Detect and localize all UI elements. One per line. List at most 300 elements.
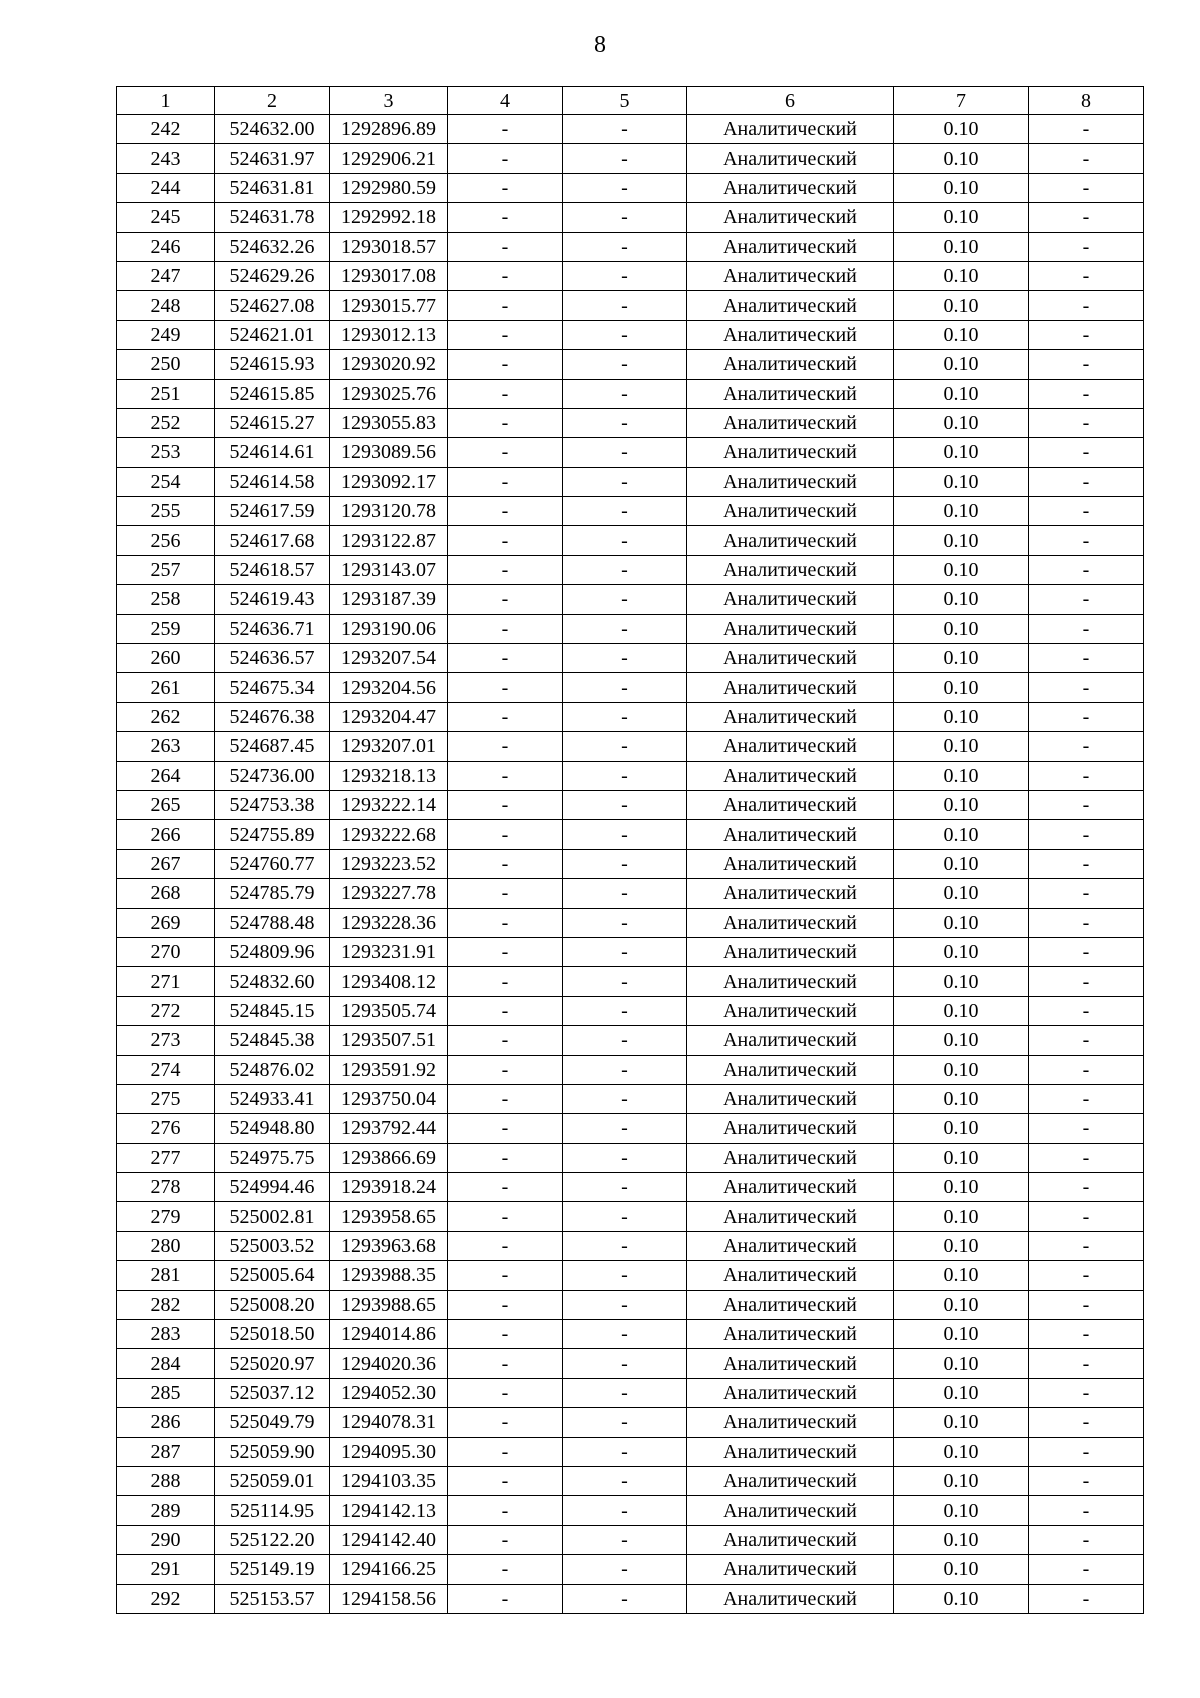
column-header-4: 4 (448, 87, 563, 115)
col8-cell: - (1029, 820, 1144, 849)
y-coordinate-cell: 1293958.65 (330, 1202, 448, 1231)
col4-cell: - (448, 1143, 563, 1172)
table-row (117, 702, 1144, 731)
col4-cell: - (448, 1555, 563, 1584)
point-number-cell: 261 (117, 673, 215, 702)
y-coordinate-cell: 1294158.56 (330, 1584, 448, 1613)
y-coordinate-cell: 1293866.69 (330, 1143, 448, 1172)
x-coordinate-cell: 524832.60 (215, 967, 330, 996)
x-coordinate-cell: 525153.57 (215, 1584, 330, 1613)
method-cell: Аналитический (687, 350, 894, 379)
col4-cell: - (448, 232, 563, 261)
y-coordinate-cell: 1293204.56 (330, 673, 448, 702)
table-row (117, 1202, 1144, 1231)
x-coordinate-cell: 524675.34 (215, 673, 330, 702)
point-number-cell: 266 (117, 820, 215, 849)
col4-cell: - (448, 379, 563, 408)
col5-cell: - (563, 908, 687, 937)
col8-cell: - (1029, 967, 1144, 996)
method-cell: Аналитический (687, 1378, 894, 1407)
col4-cell: - (448, 173, 563, 202)
col5-cell: - (563, 1202, 687, 1231)
col8-cell: - (1029, 320, 1144, 349)
col8-cell: - (1029, 555, 1144, 584)
method-cell: Аналитический (687, 1496, 894, 1525)
table-row (117, 1349, 1144, 1378)
method-cell: Аналитический (687, 467, 894, 496)
point-number-cell: 285 (117, 1378, 215, 1407)
x-coordinate-cell: 524876.02 (215, 1055, 330, 1084)
x-coordinate-cell: 524621.01 (215, 320, 330, 349)
y-coordinate-cell: 1294052.30 (330, 1378, 448, 1407)
table-row (117, 879, 1144, 908)
table-row (117, 555, 1144, 584)
point-number-cell: 268 (117, 879, 215, 908)
method-cell: Аналитический (687, 115, 894, 144)
x-coordinate-cell: 525149.19 (215, 1555, 330, 1584)
col8-cell: - (1029, 1349, 1144, 1378)
point-number-cell: 269 (117, 908, 215, 937)
col5-cell: - (563, 644, 687, 673)
column-header-8: 8 (1029, 87, 1144, 115)
y-coordinate-cell: 1292980.59 (330, 173, 448, 202)
y-coordinate-cell: 1293507.51 (330, 1026, 448, 1055)
col5-cell: - (563, 673, 687, 702)
y-coordinate-cell: 1293190.06 (330, 614, 448, 643)
accuracy-cell: 0.10 (894, 790, 1029, 819)
col4-cell: - (448, 115, 563, 144)
col8-cell: - (1029, 291, 1144, 320)
col8-cell: - (1029, 996, 1144, 1025)
x-coordinate-cell: 524636.71 (215, 614, 330, 643)
point-number-cell: 246 (117, 232, 215, 261)
x-coordinate-cell: 524755.89 (215, 820, 330, 849)
table-row (117, 261, 1144, 290)
method-cell: Аналитический (687, 1466, 894, 1495)
y-coordinate-cell: 1293222.14 (330, 790, 448, 819)
table-row (117, 732, 1144, 761)
y-coordinate-cell: 1293089.56 (330, 438, 448, 467)
col4-cell: - (448, 644, 563, 673)
col4-cell: - (448, 144, 563, 173)
col8-cell: - (1029, 173, 1144, 202)
col5-cell: - (563, 1555, 687, 1584)
col4-cell: - (448, 1055, 563, 1084)
accuracy-cell: 0.10 (894, 408, 1029, 437)
col5-cell: - (563, 1261, 687, 1290)
col4-cell: - (448, 1231, 563, 1260)
x-coordinate-cell: 524736.00 (215, 761, 330, 790)
x-coordinate-cell: 525020.97 (215, 1349, 330, 1378)
point-number-cell: 247 (117, 261, 215, 290)
col8-cell: - (1029, 1437, 1144, 1466)
method-cell: Аналитический (687, 526, 894, 555)
x-coordinate-cell: 524975.75 (215, 1143, 330, 1172)
table-row (117, 585, 1144, 614)
accuracy-cell: 0.10 (894, 908, 1029, 937)
point-number-cell: 282 (117, 1290, 215, 1319)
method-cell: Аналитический (687, 1114, 894, 1143)
y-coordinate-cell: 1294103.35 (330, 1466, 448, 1495)
y-coordinate-cell: 1293122.87 (330, 526, 448, 555)
table-row (117, 497, 1144, 526)
method-cell: Аналитический (687, 261, 894, 290)
x-coordinate-cell: 525049.79 (215, 1408, 330, 1437)
accuracy-cell: 0.10 (894, 467, 1029, 496)
accuracy-cell: 0.10 (894, 1496, 1029, 1525)
point-number-cell: 277 (117, 1143, 215, 1172)
table-row (117, 291, 1144, 320)
accuracy-cell: 0.10 (894, 232, 1029, 261)
col8-cell: - (1029, 790, 1144, 819)
col5-cell: - (563, 1143, 687, 1172)
x-coordinate-cell: 525002.81 (215, 1202, 330, 1231)
accuracy-cell: 0.10 (894, 820, 1029, 849)
accuracy-cell: 0.10 (894, 1143, 1029, 1172)
point-number-cell: 272 (117, 996, 215, 1025)
accuracy-cell: 0.10 (894, 203, 1029, 232)
y-coordinate-cell: 1293207.54 (330, 644, 448, 673)
method-cell: Аналитический (687, 1202, 894, 1231)
accuracy-cell: 0.10 (894, 438, 1029, 467)
x-coordinate-cell: 524629.26 (215, 261, 330, 290)
col5-cell: - (563, 761, 687, 790)
y-coordinate-cell: 1293012.13 (330, 320, 448, 349)
point-number-cell: 281 (117, 1261, 215, 1290)
x-coordinate-cell: 524632.26 (215, 232, 330, 261)
table-row (117, 1173, 1144, 1202)
y-coordinate-cell: 1293918.24 (330, 1173, 448, 1202)
point-number-cell: 259 (117, 614, 215, 643)
method-cell: Аналитический (687, 144, 894, 173)
col4-cell: - (448, 467, 563, 496)
accuracy-cell: 0.10 (894, 1555, 1029, 1584)
method-cell: Аналитический (687, 497, 894, 526)
point-number-cell: 264 (117, 761, 215, 790)
col8-cell: - (1029, 1584, 1144, 1613)
x-coordinate-cell: 525037.12 (215, 1378, 330, 1407)
x-coordinate-cell: 525005.64 (215, 1261, 330, 1290)
accuracy-cell: 0.10 (894, 1378, 1029, 1407)
y-coordinate-cell: 1294020.36 (330, 1349, 448, 1378)
col4-cell: - (448, 820, 563, 849)
page-number: 8 (594, 32, 606, 58)
method-cell: Аналитический (687, 232, 894, 261)
accuracy-cell: 0.10 (894, 1055, 1029, 1084)
table-row (117, 467, 1144, 496)
method-cell: Аналитический (687, 1290, 894, 1319)
col4-cell: - (448, 320, 563, 349)
point-number-cell: 242 (117, 115, 215, 144)
col8-cell: - (1029, 1173, 1144, 1202)
method-cell: Аналитический (687, 438, 894, 467)
table-row (117, 1466, 1144, 1495)
col5-cell: - (563, 585, 687, 614)
col4-cell: - (448, 1320, 563, 1349)
col8-cell: - (1029, 849, 1144, 878)
table-row (117, 1555, 1144, 1584)
col8-cell: - (1029, 261, 1144, 290)
column-header-6: 6 (687, 87, 894, 115)
accuracy-cell: 0.10 (894, 497, 1029, 526)
y-coordinate-cell: 1293988.35 (330, 1261, 448, 1290)
table-row (117, 526, 1144, 555)
x-coordinate-cell: 524614.61 (215, 438, 330, 467)
col8-cell: - (1029, 438, 1144, 467)
y-coordinate-cell: 1293187.39 (330, 585, 448, 614)
point-number-cell: 257 (117, 555, 215, 584)
col5-cell: - (563, 115, 687, 144)
x-coordinate-cell: 525059.01 (215, 1466, 330, 1495)
y-coordinate-cell: 1293207.01 (330, 732, 448, 761)
accuracy-cell: 0.10 (894, 350, 1029, 379)
col8-cell: - (1029, 1026, 1144, 1055)
col5-cell: - (563, 1290, 687, 1319)
accuracy-cell: 0.10 (894, 1290, 1029, 1319)
col8-cell: - (1029, 1202, 1144, 1231)
col8-cell: - (1029, 379, 1144, 408)
table-row (117, 1231, 1144, 1260)
col5-cell: - (563, 173, 687, 202)
col4-cell: - (448, 761, 563, 790)
col4-cell: - (448, 408, 563, 437)
y-coordinate-cell: 1293591.92 (330, 1055, 448, 1084)
col5-cell: - (563, 1114, 687, 1143)
col8-cell: - (1029, 1466, 1144, 1495)
method-cell: Аналитический (687, 761, 894, 790)
point-number-cell: 290 (117, 1525, 215, 1554)
col5-cell: - (563, 1525, 687, 1554)
x-coordinate-cell: 524615.85 (215, 379, 330, 408)
col4-cell: - (448, 203, 563, 232)
col5-cell: - (563, 320, 687, 349)
accuracy-cell: 0.10 (894, 937, 1029, 966)
col5-cell: - (563, 1231, 687, 1260)
col4-cell: - (448, 879, 563, 908)
y-coordinate-cell: 1293055.83 (330, 408, 448, 437)
table-header-row (117, 87, 1144, 115)
method-cell: Аналитический (687, 203, 894, 232)
col5-cell: - (563, 1084, 687, 1113)
y-coordinate-cell: 1293015.77 (330, 291, 448, 320)
table-row (117, 761, 1144, 790)
x-coordinate-cell: 524617.68 (215, 526, 330, 555)
accuracy-cell: 0.10 (894, 732, 1029, 761)
accuracy-cell: 0.10 (894, 1349, 1029, 1378)
table-row (117, 379, 1144, 408)
col4-cell: - (448, 1349, 563, 1378)
col8-cell: - (1029, 1084, 1144, 1113)
x-coordinate-cell: 524933.41 (215, 1084, 330, 1113)
method-cell: Аналитический (687, 1584, 894, 1613)
table-row (117, 232, 1144, 261)
method-cell: Аналитический (687, 937, 894, 966)
accuracy-cell: 0.10 (894, 1261, 1029, 1290)
accuracy-cell: 0.10 (894, 996, 1029, 1025)
table-row (117, 1026, 1144, 1055)
y-coordinate-cell: 1293750.04 (330, 1084, 448, 1113)
accuracy-cell: 0.10 (894, 379, 1029, 408)
table-row (117, 908, 1144, 937)
x-coordinate-cell: 524618.57 (215, 555, 330, 584)
col4-cell: - (448, 526, 563, 555)
col8-cell: - (1029, 1231, 1144, 1260)
table-row (117, 408, 1144, 437)
method-cell: Аналитический (687, 1525, 894, 1554)
y-coordinate-cell: 1293025.76 (330, 379, 448, 408)
col4-cell: - (448, 1261, 563, 1290)
col5-cell: - (563, 555, 687, 584)
y-coordinate-cell: 1293408.12 (330, 967, 448, 996)
accuracy-cell: 0.10 (894, 526, 1029, 555)
col4-cell: - (448, 1084, 563, 1113)
x-coordinate-cell: 524845.15 (215, 996, 330, 1025)
accuracy-cell: 0.10 (894, 1584, 1029, 1613)
point-number-cell: 255 (117, 497, 215, 526)
coordinates-table (116, 86, 1144, 1614)
point-number-cell: 289 (117, 1496, 215, 1525)
table-row (117, 1261, 1144, 1290)
table-row (117, 790, 1144, 819)
accuracy-cell: 0.10 (894, 585, 1029, 614)
method-cell: Аналитический (687, 1055, 894, 1084)
col5-cell: - (563, 1496, 687, 1525)
y-coordinate-cell: 1293231.91 (330, 937, 448, 966)
col8-cell: - (1029, 115, 1144, 144)
col8-cell: - (1029, 203, 1144, 232)
x-coordinate-cell: 524845.38 (215, 1026, 330, 1055)
col4-cell: - (448, 673, 563, 702)
method-cell: Аналитический (687, 320, 894, 349)
x-coordinate-cell: 524760.77 (215, 849, 330, 878)
col5-cell: - (563, 1173, 687, 1202)
point-number-cell: 276 (117, 1114, 215, 1143)
x-coordinate-cell: 524615.27 (215, 408, 330, 437)
col4-cell: - (448, 350, 563, 379)
x-coordinate-cell: 524619.43 (215, 585, 330, 614)
col4-cell: - (448, 1378, 563, 1407)
y-coordinate-cell: 1293143.07 (330, 555, 448, 584)
x-coordinate-cell: 524636.57 (215, 644, 330, 673)
y-coordinate-cell: 1294166.25 (330, 1555, 448, 1584)
point-number-cell: 275 (117, 1084, 215, 1113)
col4-cell: - (448, 1026, 563, 1055)
col8-cell: - (1029, 350, 1144, 379)
method-cell: Аналитический (687, 1555, 894, 1584)
col8-cell: - (1029, 908, 1144, 937)
accuracy-cell: 0.10 (894, 1437, 1029, 1466)
col8-cell: - (1029, 1378, 1144, 1407)
column-header-1: 1 (117, 87, 215, 115)
col5-cell: - (563, 879, 687, 908)
table-row (117, 115, 1144, 144)
col8-cell: - (1029, 1525, 1144, 1554)
column-header-5: 5 (563, 87, 687, 115)
point-number-cell: 245 (117, 203, 215, 232)
table-body (117, 87, 1144, 1614)
accuracy-cell: 0.10 (894, 673, 1029, 702)
method-cell: Аналитический (687, 790, 894, 819)
method-cell: Аналитический (687, 673, 894, 702)
y-coordinate-cell: 1292992.18 (330, 203, 448, 232)
y-coordinate-cell: 1293020.92 (330, 350, 448, 379)
point-number-cell: 280 (117, 1231, 215, 1260)
y-coordinate-cell: 1293223.52 (330, 849, 448, 878)
col4-cell: - (448, 1202, 563, 1231)
col5-cell: - (563, 144, 687, 173)
y-coordinate-cell: 1294142.13 (330, 1496, 448, 1525)
col5-cell: - (563, 849, 687, 878)
col4-cell: - (448, 849, 563, 878)
table-row (117, 1320, 1144, 1349)
accuracy-cell: 0.10 (894, 1173, 1029, 1202)
point-number-cell: 262 (117, 702, 215, 731)
accuracy-cell: 0.10 (894, 1084, 1029, 1113)
accuracy-cell: 0.10 (894, 144, 1029, 173)
col4-cell: - (448, 1290, 563, 1319)
x-coordinate-cell: 524948.80 (215, 1114, 330, 1143)
table-row (117, 1378, 1144, 1407)
x-coordinate-cell: 524753.38 (215, 790, 330, 819)
col8-cell: - (1029, 937, 1144, 966)
x-coordinate-cell: 524615.93 (215, 350, 330, 379)
accuracy-cell: 0.10 (894, 879, 1029, 908)
point-number-cell: 286 (117, 1408, 215, 1437)
y-coordinate-cell: 1292906.21 (330, 144, 448, 173)
accuracy-cell: 0.10 (894, 967, 1029, 996)
x-coordinate-cell: 525003.52 (215, 1231, 330, 1260)
col4-cell: - (448, 908, 563, 937)
method-cell: Аналитический (687, 291, 894, 320)
accuracy-cell: 0.10 (894, 1231, 1029, 1260)
y-coordinate-cell: 1293963.68 (330, 1231, 448, 1260)
col4-cell: - (448, 790, 563, 819)
x-coordinate-cell: 524627.08 (215, 291, 330, 320)
col4-cell: - (448, 1496, 563, 1525)
table-row (117, 173, 1144, 202)
point-number-cell: 291 (117, 1555, 215, 1584)
col4-cell: - (448, 1408, 563, 1437)
point-number-cell: 250 (117, 350, 215, 379)
accuracy-cell: 0.10 (894, 849, 1029, 878)
method-cell: Аналитический (687, 1261, 894, 1290)
table-row (117, 144, 1144, 173)
table-row (117, 1084, 1144, 1113)
col5-cell: - (563, 937, 687, 966)
col4-cell: - (448, 1437, 563, 1466)
point-number-cell: 284 (117, 1349, 215, 1378)
x-coordinate-cell: 524631.81 (215, 173, 330, 202)
method-cell: Аналитический (687, 1173, 894, 1202)
method-cell: Аналитический (687, 1026, 894, 1055)
col4-cell: - (448, 1466, 563, 1495)
col5-cell: - (563, 1584, 687, 1613)
method-cell: Аналитический (687, 996, 894, 1025)
table-row (117, 1408, 1144, 1437)
accuracy-cell: 0.10 (894, 614, 1029, 643)
method-cell: Аналитический (687, 908, 894, 937)
col5-cell: - (563, 820, 687, 849)
y-coordinate-cell: 1293218.13 (330, 761, 448, 790)
col5-cell: - (563, 614, 687, 643)
method-cell: Аналитический (687, 1231, 894, 1260)
col8-cell: - (1029, 408, 1144, 437)
y-coordinate-cell: 1293017.08 (330, 261, 448, 290)
col5-cell: - (563, 1320, 687, 1349)
col8-cell: - (1029, 1496, 1144, 1525)
col8-cell: - (1029, 673, 1144, 702)
point-number-cell: 254 (117, 467, 215, 496)
